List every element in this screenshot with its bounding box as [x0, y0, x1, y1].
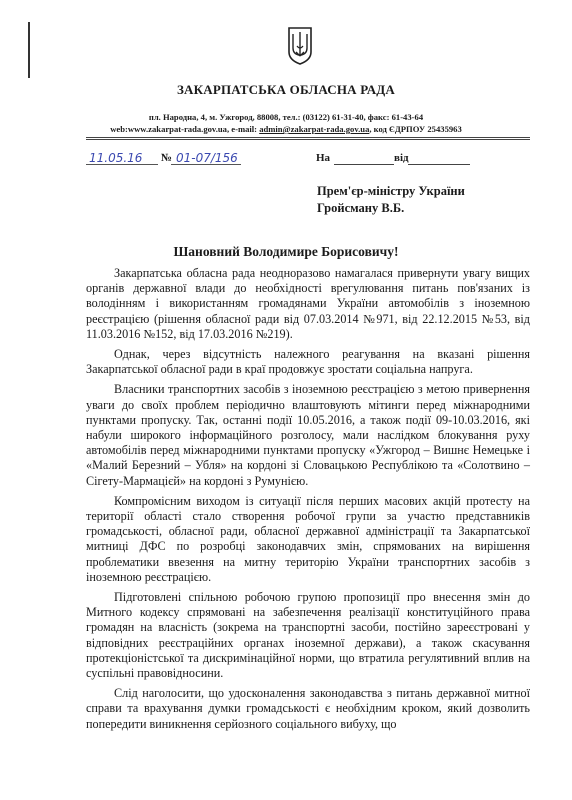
organization-name: ЗАКАРПАТСЬКА ОБЛАСНА РАДА — [176, 82, 396, 97]
contact-address: пл. Народна, 4, м. Ужгород, 88008, тел.: (03122) 61-31-40, факс: 61-43-64 — [148, 112, 424, 122]
body-paragraph: Однак, через відсутність належного реагування на вказані рішення Закарпатської обласної ради в краї продовжує зростати соціальна напруга. — [86, 347, 530, 377]
incoming-date-line — [408, 164, 470, 165]
handwritten-number: 01-07/156 — [176, 151, 238, 165]
number-label: № — [161, 152, 173, 164]
salutation: Шановний Володимире Борисовичу! — [173, 244, 399, 259]
email-link[interactable]: admin@zakarpat-rada.gov.ua — [259, 124, 370, 134]
email-label: , e-mail: — [226, 124, 260, 134]
incoming-date-label: від — [394, 152, 409, 164]
trident-emblem-icon — [287, 26, 313, 66]
addressee-name: Гройсману В.Б. — [317, 201, 405, 215]
body-paragraph: Власники транспортних засобів з іноземною реєстрацією з метою привернення уваги до своїх проблем періодично влаштовують мітинги перед міжнародними пунктами пропуску. Так, останні події 10.05.2016, а також події 09-10.03.2016, які набули широкого інформаційного розголосу, мали наслідком блокування руху автомобілів перед міжнародними пунктами пропуску «Ужгород – Вишнє Немецьке і «Малий Березний – Убля» на кордоні зі Словацькою Республікою та «Солотвино – Сігету-Мармацієй» на кордоні з Румунією. — [86, 382, 530, 488]
web-label: web: — [110, 124, 128, 134]
margin-mark — [28, 22, 30, 78]
body-paragraph: Підготовлені спільною робочою групою пропозиції про внесення змін до Митного кодексу спрямовані на забезпечення реалізації конституційного права громадян на власність (зокрема на транспортні засоби, постійно зареєстровані у відповідних реєстраційних органах іноземної держави), а також скасування протекціоністської та дискримінаційної норми, що втратила регулятивний вплив на суспільні правовідносини. — [86, 590, 530, 681]
header-divider-top — [86, 137, 530, 138]
website-link[interactable]: www.zakarpat-rada.gov.ua — [127, 124, 227, 134]
contact-web-email — [0, 124, 572, 134]
incoming-ref-label: На — [316, 152, 331, 164]
incoming-ref-line — [334, 164, 394, 165]
letter-body — [86, 266, 530, 737]
body-paragraph: Закарпатська обласна рада неодноразово намагалася привернути увагу вищих органів державної влади до необхідності врегулювання питань пов'язаних із володінням і використанням громадянами України автомобілів з іноземною реєстрацією (рішення обласної ради від 07.03.2014 №971, від 22.12.2015 №53, від 11.03.2016 №152, від 17.03.2016 №219). — [86, 266, 530, 341]
body-paragraph: Слід наголосити, що удосконалення законодавства з питань державної митної справи та врахування думки громадськості є необхідним кроком, який дозволить попередити виникнення серйозного соціального вибуху, що — [86, 686, 530, 731]
header-divider-bottom — [86, 139, 530, 140]
body-paragraph: Компромісним виходом із ситуації після перших масових акцій протесту на території області стало створення робочої групи за участю представників громадськості, обласної ради, обласної державної адміністрації та Закарпатської митниці ДФС по розробці законодавчих змін, спрямованих на вирішення проблематики ввезення на митну територію України транспортних засобів з іноземною реєстрацією. — [86, 493, 530, 584]
edrpou-code: , код ЄДРПОУ 25435963 — [369, 124, 462, 134]
handwritten-date: 11.05.16 — [89, 151, 143, 165]
addressee-title: Прем'єр-міністру України — [317, 184, 465, 198]
